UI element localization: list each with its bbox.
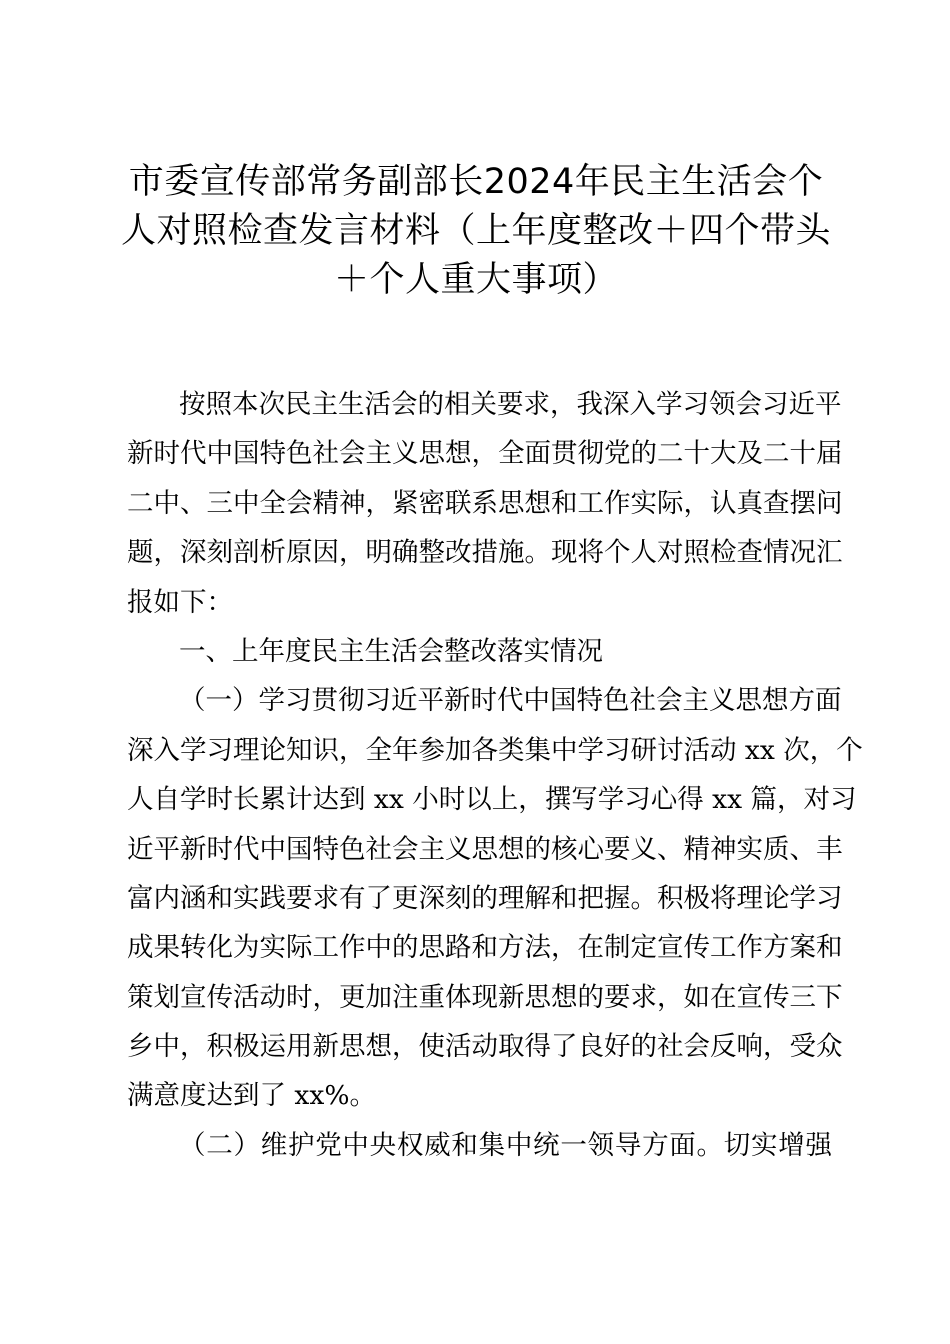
paragraph-intro — [127, 380, 843, 627]
title-line: 市委宣传部常务副部长2024年民主生活会个 — [128, 162, 824, 202]
text-line: 策划宣传活动时，更加注重体现新思想的要求，如在宣传三下 — [127, 981, 843, 1013]
text-line: 成果转化为实际工作中的思路和方法，在制定宣传工作方案和 — [127, 932, 843, 964]
text-line: 二中、三中全会精神，紧密联系思想和工作实际，认真查摆问 — [127, 487, 843, 519]
paragraph-subsection-1 — [127, 676, 863, 1121]
title-line: ＋个人重大事项） — [333, 260, 618, 300]
text-line: 题，深刻剖析原因，明确整改措施。现将个人对照检查情况汇 — [127, 537, 843, 569]
text-line: （二）维护党中央权威和集中统一领导方面。切实增强 — [179, 1129, 832, 1161]
text-line: （一）学习贯彻习近平新时代中国特色社会主义思想方面 — [179, 685, 842, 717]
document-title — [118, 158, 834, 305]
text-line: 乡中，积极运用新思想，使活动取得了良好的社会反响，受众 — [127, 1031, 843, 1063]
text-line: 满意度达到了 xx%。 — [127, 1080, 376, 1112]
text-line: 富内涵和实践要求有了更深刻的理解和把握。积极将理论学习 — [127, 882, 843, 914]
section-heading-1 — [127, 627, 832, 676]
heading-line: 一、上年度民主生活会整改落实情况 — [179, 635, 603, 667]
text-line: 新时代中国特色社会主义思想，全面贯彻党的二十大及二十届 — [127, 438, 843, 470]
text-line: 近平新时代中国特色社会主义思想的核心要义、精神实质、丰 — [127, 833, 843, 865]
title-line: 人对照检查发言材料（上年度整改＋四个带头 — [120, 211, 831, 251]
text-line: 深入学习理论知识，全年参加各类集中学习研讨活动 xx 次，个 — [127, 734, 863, 766]
document-body — [127, 380, 863, 1170]
text-line: 人自学时长累计达到 xx 小时以上，撰写学习心得 xx 篇，对习 — [127, 784, 857, 816]
paragraph-subsection-2 — [127, 1121, 832, 1170]
text-line: 按照本次民主生活会的相关要求，我深入学习领会习近平 — [179, 389, 842, 420]
text-line: 报如下： — [127, 586, 233, 618]
